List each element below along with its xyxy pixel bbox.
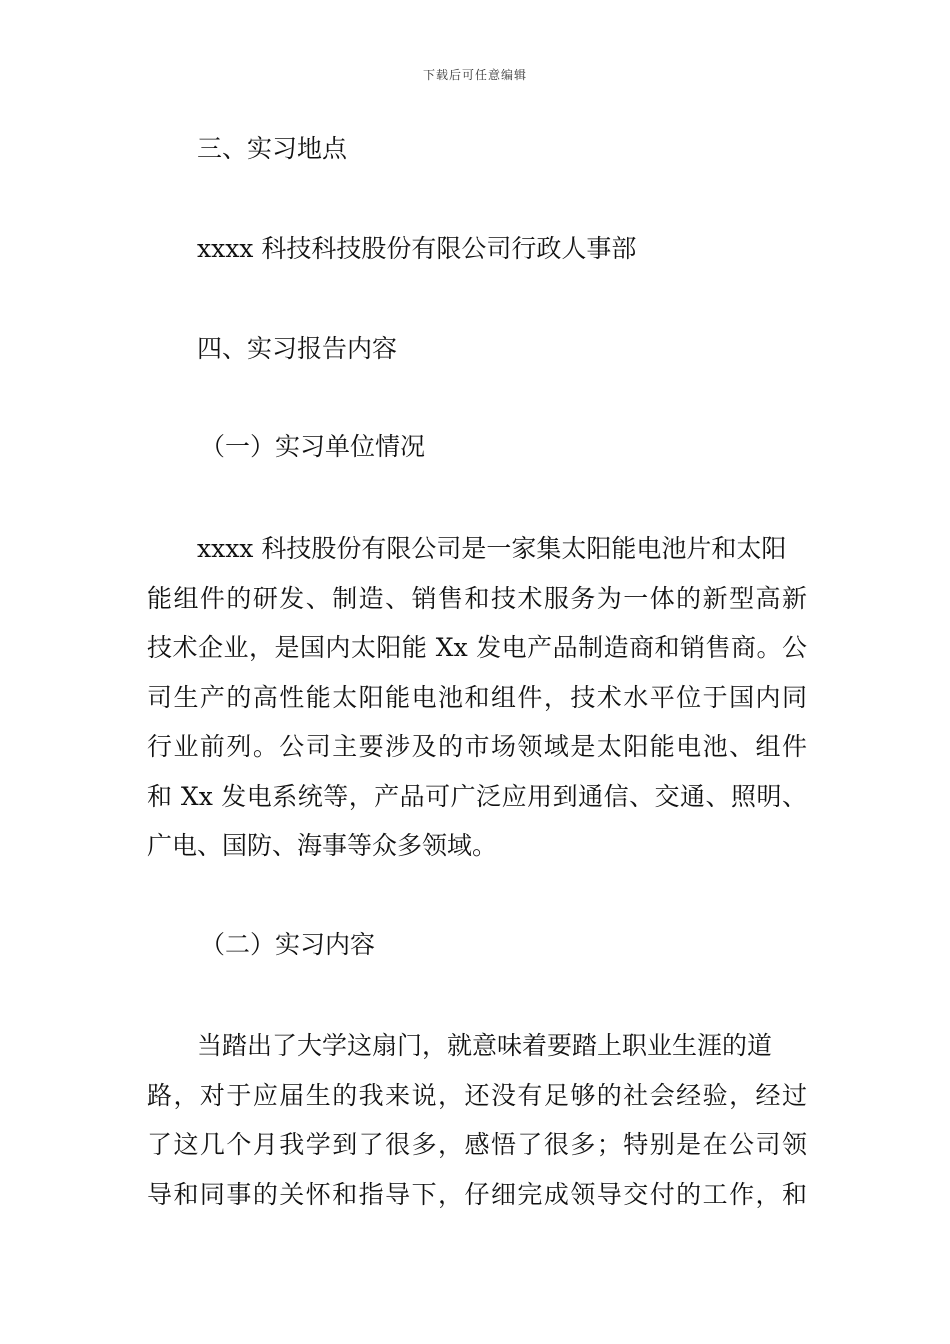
section3-location: xxxx 科技科技股份有限公司行政人事部 (197, 234, 637, 263)
sub1-heading: （一）实习单位情况 (200, 432, 426, 461)
sub2-heading: （二）实习内容 (200, 930, 376, 959)
sub1-line-2: 能组件的研发、制造、销售和技术服务为一体的新型高新 (147, 584, 807, 613)
sub1-line-1: xxxx 科技股份有限公司是一家集太阳能电池片和太阳 (197, 534, 787, 563)
sub2-line-2: 路，对于应届生的我来说，还没有足够的社会经验，经过 (147, 1081, 807, 1110)
section4-heading: 四、实习报告内容 (197, 334, 398, 363)
sub1-line-6: 和 Xx 发电系统等，产品可广泛应用到通信、交通、照明、 (147, 782, 807, 811)
sub1-line-3: 技术企业，是国内太阳能 Xx 发电产品制造商和销售商。公 (147, 633, 807, 662)
page-header-note: 下载后可任意编辑 (422, 68, 527, 82)
sub1-line-5: 行业前列。公司主要涉及的市场领域是太阳能电池、组件 (147, 732, 807, 761)
sub2-line-1: 当踏出了大学这扇门，就意味着要踏上职业生涯的道 (197, 1031, 773, 1060)
sub1-line-4: 司生产的高性能太阳能电池和组件，技术水平位于国内同 (147, 683, 807, 712)
sub1-line-7: 广电、国防、海事等众多领域。 (147, 831, 498, 860)
sub2-line-3: 了这几个月我学到了很多，感悟了很多；特别是在公司领 (147, 1130, 807, 1159)
section3-heading: 三、实习地点 (197, 134, 348, 163)
sub2-line-4: 导和同事的关怀和指导下，仔细完成领导交付的工作，和 (147, 1180, 807, 1209)
